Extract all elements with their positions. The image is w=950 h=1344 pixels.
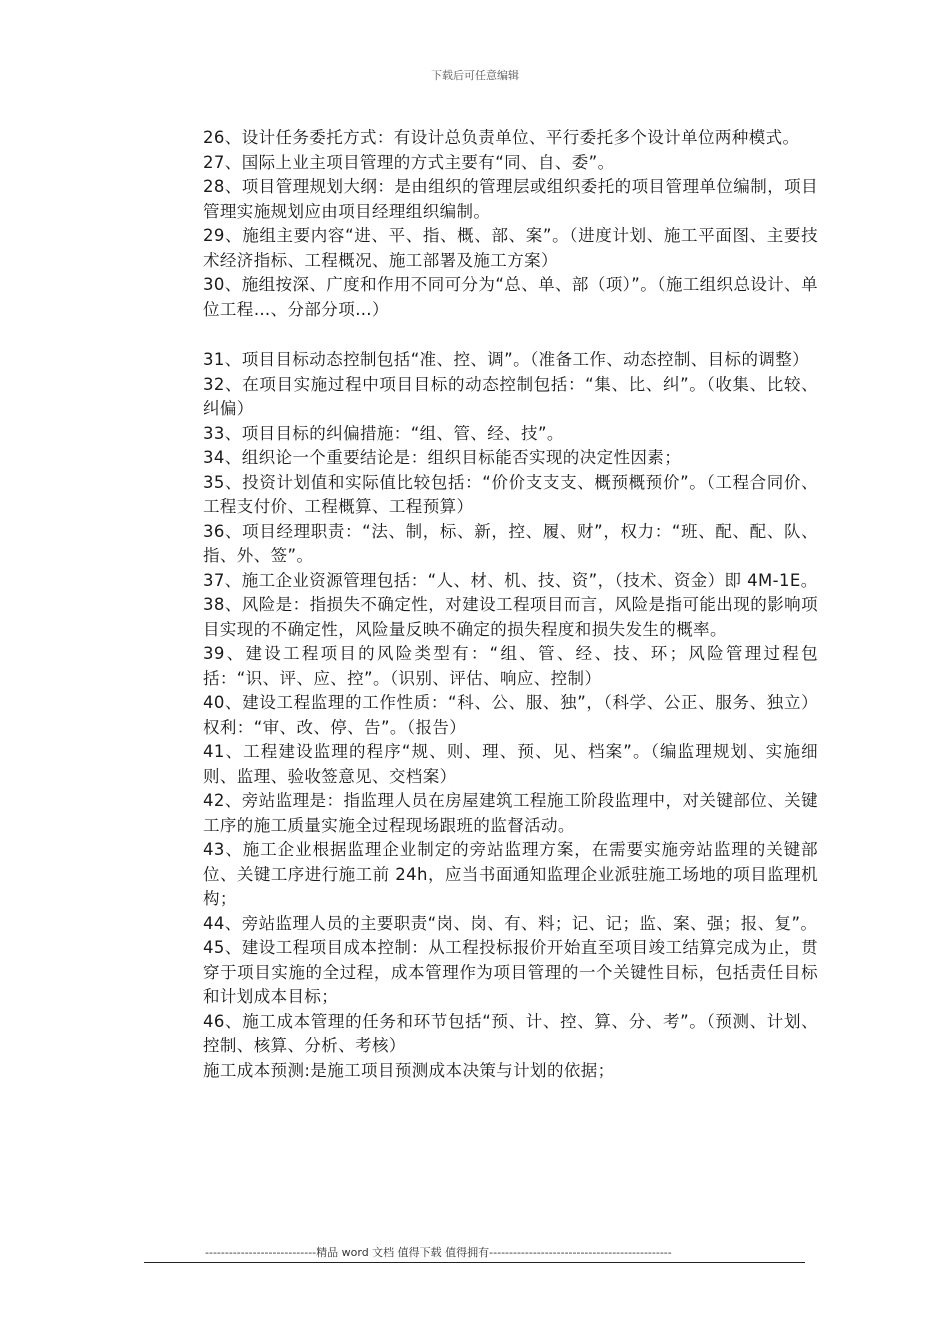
document-body [203,126,818,1083]
footer-divider [144,1262,805,1263]
paragraph-41: 41、工程建设监理的程序“规、则、理、预、见、档案”。（编监理规划、实施细则、监理、验收签意见、交档案） [203,742,818,786]
paragraph-33: 33、项目目标的纠偏措施：“组、管、经、技”。 [203,423,564,443]
paragraph-39: 39、建设工程项目的风险类型有：“组、管、经、技、环；风险管理过程包括：“识、评、应、控”。（识别、评估、响应、控制） [203,644,818,688]
paragraph-30: 30、施组按深、广度和作用不同可分为“总、单、部（项）”。（施工组织总设计、单位工程…、分部分项…） [203,275,818,319]
paragraph-40: 40、建设工程监理的工作性质：“科、公、服、独”，（科学、公正、服务、独立）权利：“审、改、停、告”。（报告） [203,693,818,737]
paragraph-38: 38、风险是：指损失不确定性，对建设工程项目而言，风险是指可能出现的影响项目实现的不确定性，风险量反映不确定的损失程度和损失发生的概率。 [203,595,818,639]
paragraph-45: 45、建设工程项目成本控制：从工程投标报价开始直至项目竣工结算完成为止，贯穿于项目实施的全过程，成本管理作为项目管理的一个关键性目标，包括责任目标和计划成本目标； [203,938,818,1006]
paragraph-44: 44、旁站监理人员的主要职责“岗、岗、有、料；记、记；监、案、强；报、复”。 [203,913,818,933]
page-footer: ----------------------------精品 word 文档 值得下载 值得拥有---------------------------------------------- [205,1246,672,1259]
blank-line [203,322,818,348]
paragraph-36: 36、项目经理职责：“法、制，标、新，控、履、财”，权力：“班、配、配、队、指、外、签”。 [203,521,818,565]
paragraph-43: 43、施工企业根据监理企业制定的旁站监理方案，在需要实施旁站监理的关键部位、关键工序进行施工前 24h，应当书面通知监理企业派驻施工场地的项目监理机构； [203,840,818,908]
paragraph-35: 35、投资计划值和实际值比较包括：“价价支支支、概预概预价”。（工程合同价、工程支付价、工程概算、工程预算） [203,472,818,516]
paragraph-34: 34、组织论一个重要结论是：组织目标能否实现的决定性因素； [203,448,682,467]
paragraph-26: 26、设计任务委托方式：有设计总负责单位、平行委托多个设计单位两种模式。 [203,128,800,147]
paragraph-cost-forecast: 施工成本预测:是施工项目预测成本决策与计划的依据； [203,1060,615,1080]
paragraph-27: 27、国际上业主项目管理的方式主要有“同、自、委”。 [203,152,615,172]
paragraph-28: 28、项目管理规划大纲：是由组织的管理层或组织委托的项目管理单位编制，项目管理实施规划应由项目经理组织编制。 [203,177,818,221]
page-header: 下载后可任意编辑 [431,69,519,82]
paragraph-31: 31、项目目标动态控制包括“准、控、调”。（准备工作、动态控制、目标的调整） [203,350,810,369]
paragraph-46: 46、施工成本管理的任务和环节包括“预、计、控、算、分、考”。（预测、计划、控制、核算、分析、考核） [203,1011,818,1055]
paragraph-29: 29、施组主要内容“进、平、指、概、部、案”。（进度计划、施工平面图、主要技术经济指标、工程概况、施工部署及施工方案） [203,226,818,270]
paragraph-42: 42、旁站监理是：指监理人员在房屋建筑工程施工阶段监理中，对关键部位、关键工序的施工质量实施全过程现场跟班的监督活动。 [203,791,818,835]
paragraph-37: 37、施工企业资源管理包括：“人、材、机、技、资”，（技术、资金）即 4M-1E。 [203,570,818,590]
paragraph-32: 32、在项目实施过程中项目目标的动态控制包括：“集、比、纠”。（收集、比较、纠偏） [203,374,818,418]
